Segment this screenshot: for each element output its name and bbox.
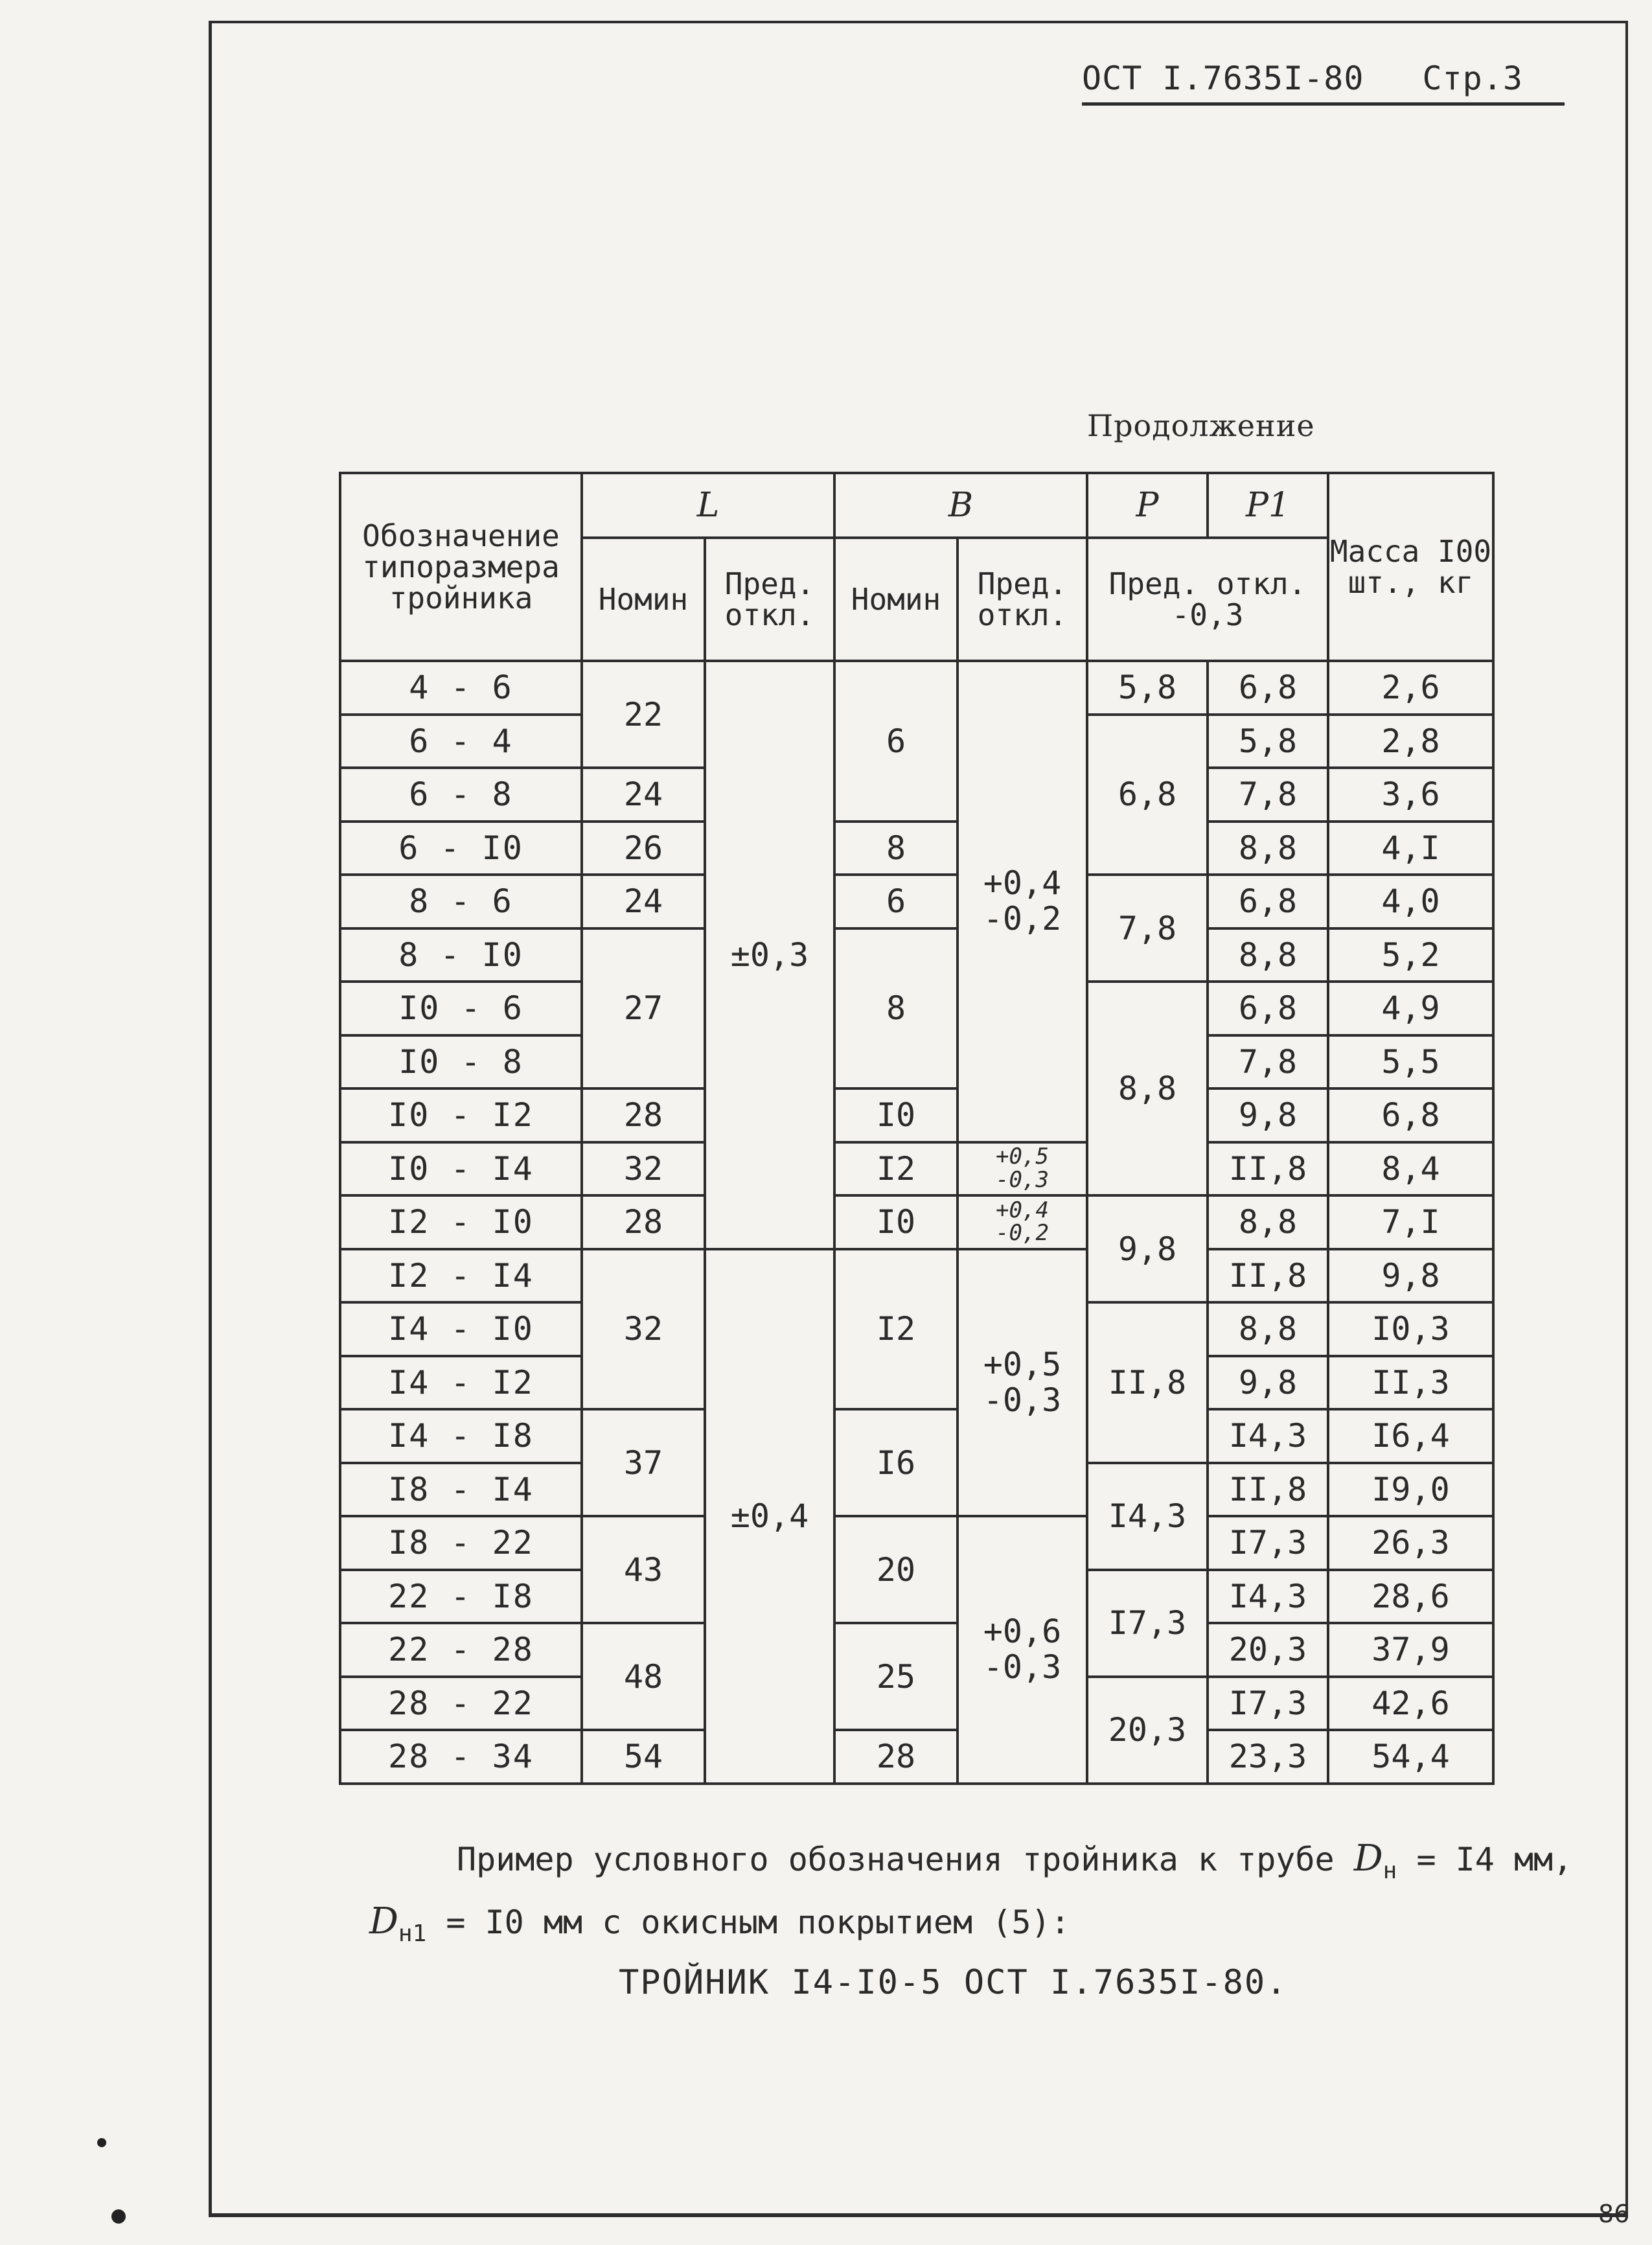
table-row: [340, 1142, 1493, 1196]
L-nominal-cell: 48: [582, 1623, 705, 1730]
header-L-nominal: Номин: [582, 538, 705, 661]
mass-cell: 2,6: [1328, 661, 1493, 715]
L-nominal-cell: 24: [582, 768, 705, 822]
P1-cell: II,8: [1208, 1463, 1328, 1517]
dimensions-table-container: [339, 472, 1492, 1785]
table-row: [340, 661, 1493, 715]
table-row: [340, 928, 1493, 982]
mass-cell: II,3: [1328, 1356, 1493, 1410]
header-mass: Масса I00 шт., кг: [1328, 473, 1493, 661]
table-row: [340, 1409, 1493, 1463]
designation-cell: I8 - I4: [340, 1463, 582, 1517]
designation-cell: I0 - I2: [340, 1088, 582, 1142]
P1-cell: 7,8: [1208, 768, 1328, 822]
mass-cell: 26,3: [1328, 1516, 1493, 1570]
header-P: P: [1087, 473, 1208, 538]
B-nominal-cell: I2: [834, 1249, 958, 1410]
B-nominal-cell: I6: [834, 1409, 958, 1516]
scan-speck: [97, 2138, 106, 2147]
B-nominal-cell: 8: [834, 928, 958, 1089]
P-cell: 7,8: [1087, 875, 1208, 982]
example-line-1: [369, 1834, 1639, 1896]
B-nominal-cell: 6: [834, 875, 958, 928]
table-row: [340, 1195, 1493, 1249]
mass-cell: 3,6: [1328, 768, 1493, 822]
B-nominal-cell: 6: [834, 661, 958, 822]
header-B-tolerance: Пред. откл.: [958, 538, 1087, 661]
designation-cell: I4 - I0: [340, 1302, 582, 1356]
L-nominal-cell: 32: [582, 1142, 705, 1196]
designation-cell: I4 - I2: [340, 1356, 582, 1410]
mass-cell: 54,4: [1328, 1730, 1493, 1784]
L-tolerance-cell: ±0,4: [705, 1249, 834, 1784]
standard-number: ОСТ I.7635I-80: [1082, 60, 1364, 97]
P1-cell: 5,8: [1208, 715, 1328, 768]
B-nominal-cell: I0: [834, 1088, 958, 1142]
continuation-label: Продолжение: [1087, 408, 1315, 443]
P1-cell: 9,8: [1208, 1088, 1328, 1142]
B-tolerance-cell: +0,5 -0,3: [958, 1249, 1087, 1517]
header-designation: Обозначение типоразмера тройника: [340, 473, 582, 661]
table-row: [340, 1730, 1493, 1784]
designation-cell: 6 - 8: [340, 768, 582, 822]
P1-cell: 20,3: [1208, 1623, 1328, 1677]
mass-cell: I9,0: [1328, 1463, 1493, 1517]
designation-cell: 4 - 6: [340, 661, 582, 715]
page-label: Стр.3: [1422, 60, 1523, 97]
B-tolerance-cell: +0,4 -0,2: [958, 661, 1087, 1142]
header-L-tolerance: Пред. откл.: [705, 538, 834, 661]
P1-cell: II,8: [1208, 1249, 1328, 1303]
table-row: [340, 1088, 1493, 1142]
mass-cell: 8,4: [1328, 1142, 1493, 1196]
P-cell: II,8: [1087, 1302, 1208, 1463]
mass-cell: 4,0: [1328, 875, 1493, 928]
mass-cell: I0,3: [1328, 1302, 1493, 1356]
designation-cell: I0 - 6: [340, 982, 582, 1035]
L-nominal-cell: 54: [582, 1730, 705, 1784]
L-nominal-cell: 37: [582, 1409, 705, 1516]
mass-cell: 2,8: [1328, 715, 1493, 768]
designation-example: [369, 1834, 1639, 1959]
B-nominal-cell: 8: [834, 822, 958, 875]
P1-cell: I4,3: [1208, 1409, 1328, 1463]
L-nominal-cell: 24: [582, 875, 705, 928]
P-cell: 9,8: [1087, 1195, 1208, 1302]
designation-cell: 28 - 34: [340, 1730, 582, 1784]
table-row: [340, 875, 1493, 928]
L-nominal-cell: 27: [582, 928, 705, 1089]
B-nominal-cell: 20: [834, 1516, 958, 1623]
designation-cell: I4 - I8: [340, 1409, 582, 1463]
example-line-2: [369, 1896, 1639, 1959]
L-nominal-cell: 22: [582, 661, 705, 768]
dn1-subscript: н1: [398, 1920, 427, 1947]
P-cell: 8,8: [1087, 982, 1208, 1195]
header-L: L: [582, 473, 834, 538]
table-row: [340, 1516, 1493, 1570]
B-nominal-cell: I2: [834, 1142, 958, 1196]
table-row: [340, 1623, 1493, 1677]
mass-cell: 4,I: [1328, 822, 1493, 875]
P1-cell: 23,3: [1208, 1730, 1328, 1784]
L-nominal-cell: 28: [582, 1088, 705, 1142]
P1-cell: 8,8: [1208, 1195, 1328, 1249]
L-tolerance-cell: ±0,3: [705, 661, 834, 1249]
L-nominal-cell: 32: [582, 1249, 705, 1410]
mass-cell: 7,I: [1328, 1195, 1493, 1249]
designation-cell: 22 - 28: [340, 1623, 582, 1677]
dn1-symbol: D: [369, 1900, 398, 1942]
mass-cell: 28,6: [1328, 1570, 1493, 1624]
P1-cell: 8,8: [1208, 822, 1328, 875]
mass-cell: 37,9: [1328, 1623, 1493, 1677]
P1-cell: 9,8: [1208, 1356, 1328, 1410]
table-row: [340, 1249, 1493, 1303]
P1-cell: II,8: [1208, 1142, 1328, 1196]
table-row: [340, 822, 1493, 875]
designation-cell: 8 - 6: [340, 875, 582, 928]
L-nominal-cell: 28: [582, 1195, 705, 1249]
scan-speck: [111, 2209, 126, 2224]
dimensions-table: [339, 472, 1495, 1785]
header-B-nominal: Номин: [834, 538, 958, 661]
dn1-value: = I0 мм с окисным покрытием (5):: [446, 1904, 1070, 1941]
P1-cell: 7,8: [1208, 1035, 1328, 1089]
mass-cell: 5,5: [1328, 1035, 1493, 1089]
P1-cell: 6,8: [1208, 982, 1328, 1035]
designation-result: ТРОЙНИК I4-I0-5 ОСТ I.7635I-80.: [619, 1963, 1288, 2002]
P1-cell: I7,3: [1208, 1516, 1328, 1570]
header-P1: P1: [1208, 473, 1328, 538]
B-nominal-cell: I0: [834, 1195, 958, 1249]
mass-cell: I6,4: [1328, 1409, 1493, 1463]
P1-cell: I7,3: [1208, 1677, 1328, 1731]
P1-cell: 8,8: [1208, 1302, 1328, 1356]
P-cell: I7,3: [1087, 1570, 1208, 1677]
dn-symbol: D: [1353, 1837, 1383, 1880]
P-cell: 20,3: [1087, 1677, 1208, 1784]
P1-cell: I4,3: [1208, 1570, 1328, 1624]
header-P-tolerance: Пред. откл. -0,3: [1087, 538, 1328, 661]
mass-cell: 6,8: [1328, 1088, 1493, 1142]
designation-cell: I0 - I4: [340, 1142, 582, 1196]
B-tolerance-cell: +0,4 -0,2: [958, 1195, 1087, 1249]
designation-cell: 6 - I0: [340, 822, 582, 875]
designation-cell: 6 - 4: [340, 715, 582, 768]
designation-cell: I8 - 22: [340, 1516, 582, 1570]
designation-cell: 28 - 22: [340, 1677, 582, 1731]
designation-cell: 22 - I8: [340, 1570, 582, 1624]
L-nominal-cell: 26: [582, 822, 705, 875]
mass-cell: 42,6: [1328, 1677, 1493, 1731]
page-number: 86: [1598, 2200, 1630, 2228]
B-nominal-cell: 25: [834, 1623, 958, 1730]
B-nominal-cell: 28: [834, 1730, 958, 1784]
example-text: Пример условного обозначения тройника к трубе: [457, 1841, 1335, 1878]
dn-value: = I4 мм,: [1416, 1841, 1573, 1878]
designation-cell: I0 - 8: [340, 1035, 582, 1089]
mass-cell: 4,9: [1328, 982, 1493, 1035]
designation-cell: 8 - I0: [340, 928, 582, 982]
designation-cell: I2 - I0: [340, 1195, 582, 1249]
P-cell: 6,8: [1087, 715, 1208, 875]
header-B: B: [834, 473, 1087, 538]
P1-cell: 8,8: [1208, 928, 1328, 982]
B-tolerance-cell: +0,5 -0,3: [958, 1142, 1087, 1196]
B-tolerance-cell: +0,6 -0,3: [958, 1516, 1087, 1784]
L-nominal-cell: 43: [582, 1516, 705, 1623]
dn-subscript: н: [1382, 1858, 1397, 1884]
P-cell: I4,3: [1087, 1463, 1208, 1570]
mass-cell: 5,2: [1328, 928, 1493, 982]
document-header: [1082, 60, 1565, 106]
P1-cell: 6,8: [1208, 661, 1328, 715]
mass-cell: 9,8: [1328, 1249, 1493, 1303]
P-cell: 5,8: [1087, 661, 1208, 715]
P1-cell: 6,8: [1208, 875, 1328, 928]
designation-cell: I2 - I4: [340, 1249, 582, 1303]
